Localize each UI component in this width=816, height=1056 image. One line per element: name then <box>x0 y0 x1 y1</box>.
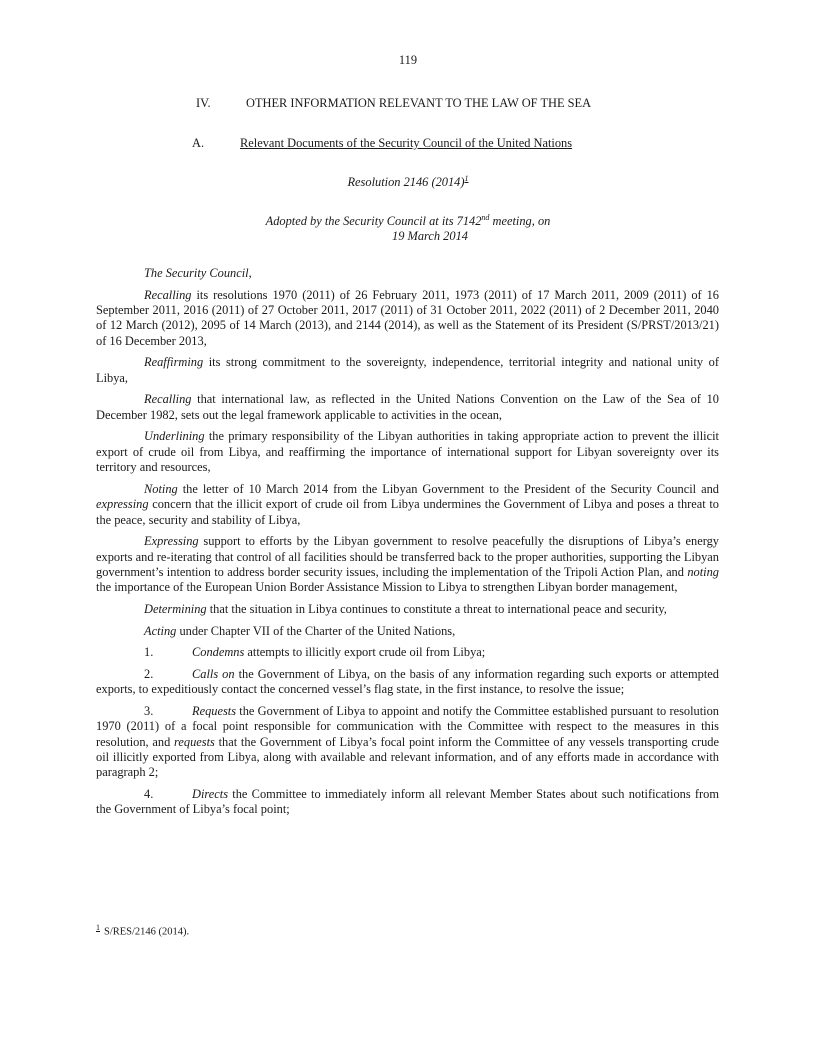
operative-paragraph-3: 3. Requests the Government of Libya to appoint and notify the Committee established pursuant to resolution 1970 (2011) of a focal point responsible for communication with the Committee with respect to the measures in this resolution, and requests that the Government of Libya’s focal point inform the Committee of any vessels transporting crude oil illicitly exported from Libya, along with available and relevant information, and of any efforts made in accordance with paragraph 2; <box>96 703 719 780</box>
adoption-statement <box>0 214 816 245</box>
footnote-reference[interactable]: 1 <box>464 173 469 183</box>
resolution-title-text: Resolution 2146 (2014) <box>347 175 465 189</box>
operative-paragraph-2: 2. Calls on the Government of Libya, on the basis of any information regarding such exports or attempted exports, to expeditiously contact the concerned vessel’s flag state, in the first instance, to resolve the issue; <box>96 666 720 697</box>
resolution-title <box>0 175 816 190</box>
preamble-paragraph: Expressing support to efforts by the Libyan government to resolve peacefully the disruptions of Libya’s energy exports and re-iterating that control of all facilities should be transferred back to the proper authorities, supporting the Libyan government’s intention to address border security issues, including the implementation of the Tripoli Action Plan, and noting the importance of the European Union Border Assistance Mission to Libya to strengthen Libyan border management, <box>96 534 719 595</box>
footnote-mark: 1 <box>96 923 100 932</box>
preamble-paragraph: Acting under Chapter VII of the Charter of the United Nations, <box>144 623 456 638</box>
section-heading <box>196 96 591 111</box>
footnote-text: S/RES/2146 (2014). <box>104 926 190 938</box>
operative-paragraph-1: 1. Condemns attempts to illicitly export crude oil from Libya; <box>144 645 486 660</box>
subsection-letter: A. <box>192 136 205 150</box>
paragraph-number: 3. <box>144 703 154 718</box>
resolution-body <box>96 266 719 824</box>
ordinal-suffix: nd <box>481 212 490 222</box>
preamble-paragraph: Reaffirming its strong commitment to the sovereignty, independence, territorial integrity and national unity of Libya, <box>96 355 719 385</box>
section-number: IV. <box>196 96 211 110</box>
paragraph-number: 2. <box>144 666 154 681</box>
adoption-line-1: Adopted by the Security Council at its 7142nd meeting, on <box>265 212 551 228</box>
preamble-paragraph: Underlining the primary responsibility of the Libyan authorities in taking appropriate action to prevent the illicit export of crude oil from Libya, and reaffirming the importance of international support for Libyan sovereignty over its territory and resources, <box>96 429 719 475</box>
preamble-paragraph: Recalling that international law, as reflected in the United Nations Convention on the Law of the Sea of 10 December 1982, sets out the legal framework applicable to activities in the ocean, <box>96 392 719 422</box>
paragraph-number: 1. <box>144 645 154 660</box>
preamble-paragraph: Recalling its resolutions 1970 (2011) of 26 February 2011, 1973 (2011) of 17 March 2011, 2009 (2011) of 16 September 2011, 2016 (2011) of 27 October 2011, 2017 (2011) of 31 October 2011, 2022 (2011) of 2 December 2011, 2040 of 12 March (2012), 2095 of 14 March (2013), and 2144 (2014), as well as the Statement of its President (S/PRST/2013/21) of 16 December 2013, <box>96 287 719 348</box>
preamble-paragraph: Determining that the situation in Libya continues to constitute a threat to international peace and security, <box>144 602 667 617</box>
preamble-paragraph: Noting the letter of 10 March 2014 from the Libyan Government to the President of the Security Council and expressing concern that the illicit export of crude oil from Libya undermines the Government of Libya and poses a threat to the peace, security and stability of Libya, <box>96 481 719 527</box>
footnote <box>96 920 189 940</box>
section-title: OTHER INFORMATION RELEVANT TO THE LAW OF THE SEA <box>246 96 592 110</box>
preamble-paragraph: The Security Council, <box>144 266 252 280</box>
subsection-title: Relevant Documents of the Security Council of the United Nations <box>240 136 573 150</box>
operative-paragraph-4: 4. Directs the Committee to immediately inform all relevant Member States about such notifications from the Government of Libya’s focal point; <box>96 787 719 817</box>
page-number: 119 <box>398 53 418 67</box>
paragraph-number: 4. <box>144 787 154 802</box>
adoption-date: 19 March 2014 <box>392 229 468 244</box>
subsection-heading <box>192 136 572 151</box>
